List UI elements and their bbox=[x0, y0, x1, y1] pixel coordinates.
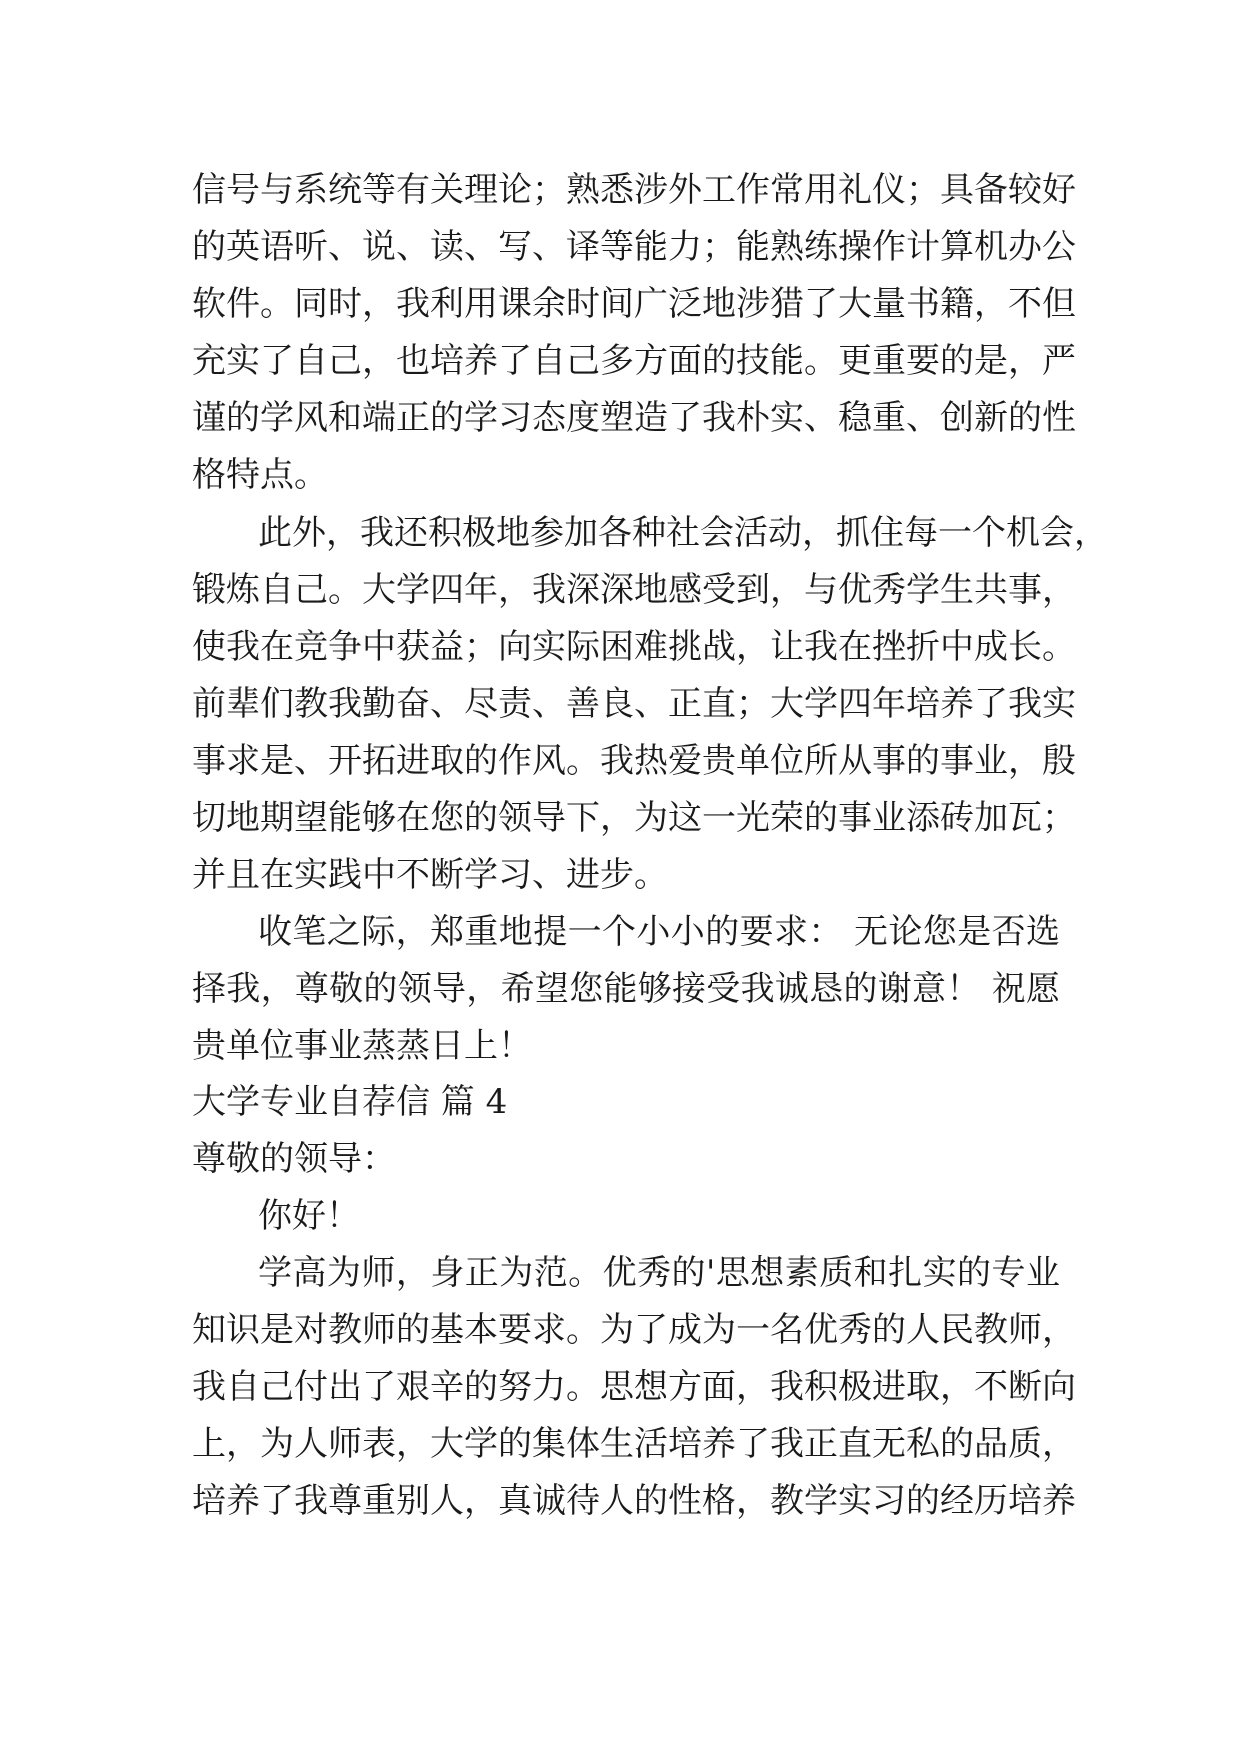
paragraph-first-line: 此外，我还积极地参加各种社会活动，抓住每一个机会， bbox=[258, 513, 1108, 553]
text-line: 知识是对教师的基本要求。为了成为一名优秀的人民教师， bbox=[192, 1310, 1076, 1350]
text-line: 充实了自己，也培养了自己多方面的技能。更重要的是，严 bbox=[192, 341, 1076, 381]
text-line: 前辈们教我勤奋、尽责、善良、正直；大学四年培养了我实 bbox=[192, 684, 1076, 724]
text-line: 培养了我尊重别人，真诚待人的性格，教学实习的经历培养 bbox=[192, 1481, 1076, 1521]
text-line: 谨的学风和端正的学习态度塑造了我朴实、稳重、创新的性 bbox=[192, 398, 1076, 438]
text-line: 我自己付出了艰辛的努力。思想方面，我积极进取，不断向 bbox=[192, 1367, 1076, 1407]
text-line: 事求是、开拓进取的作风。我热爱贵单位所从事的事业，殷 bbox=[192, 741, 1076, 781]
text-line: 软件。同时，我利用课余时间广泛地涉猎了大量书籍，不但 bbox=[192, 284, 1076, 324]
salutation: 尊敬的领导： bbox=[192, 1139, 396, 1179]
section-heading: 大学专业自荐信 篇 4 bbox=[192, 1082, 508, 1122]
paragraph-first-line: 收笔之际，郑重地提一个小小的要求： 无论您是否选 bbox=[258, 912, 1060, 952]
text-line: 格特点。 bbox=[192, 455, 328, 495]
text-line: 上，为人师表，大学的集体生活培养了我正直无私的品质， bbox=[192, 1424, 1076, 1464]
paragraph-first-line: 学高为师，身正为范。优秀的'思想素质和扎实的专业 bbox=[258, 1253, 1060, 1293]
text-line: 并且在实践中不断学习、进步。 bbox=[192, 855, 668, 895]
greeting: 你好！ bbox=[258, 1196, 360, 1236]
text-line: 锻炼自己。大学四年，我深深地感受到，与优秀学生共事， bbox=[192, 570, 1076, 610]
text-line: 信号与系统等有关理论；熟悉涉外工作常用礼仪；具备较好 bbox=[192, 170, 1076, 210]
text-line: 贵单位事业蒸蒸日上！ bbox=[192, 1026, 532, 1066]
text-line: 的英语听、说、读、写、译等能力；能熟练操作计算机办公 bbox=[192, 227, 1076, 267]
text-line: 使我在竞争中获益；向实际困难挑战，让我在挫折中成长。 bbox=[192, 627, 1076, 667]
text-line: 择我，尊敬的领导，希望您能够接受我诚恳的谢意！ 祝愿 bbox=[192, 969, 1060, 1009]
text-line: 切地期望能够在您的领导下，为这一光荣的事业添砖加瓦； bbox=[192, 798, 1076, 838]
